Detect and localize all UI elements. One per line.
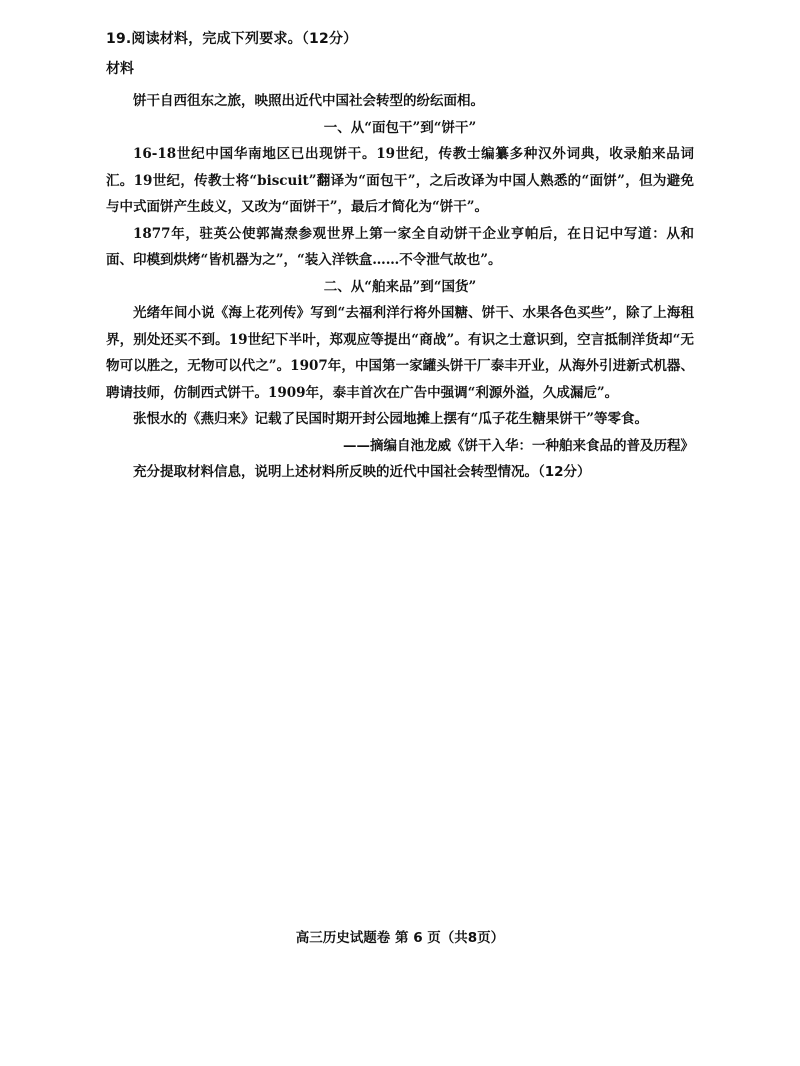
section-one-paragraph-1: 16-18世纪中国华南地区已出现饼干。19世纪，传教士编纂多种汉外词典，收录舶来品词汇。19世纪，传教士将“biscuit”翻译为“面包干”，之后改译为中国人熟悉的“面饼”，但为避免与中式面饼产生歧义，又改为“面饼干”，最后才简化为“饼干”。	[106, 146, 694, 215]
question-heading: 19.阅读材料，完成下列要求。（12分）	[106, 31, 358, 47]
page-footer: 高三历史试题卷 第 6 页（共8页）	[295, 930, 505, 946]
material-content	[106, 88, 694, 486]
section-one-title: 一、从“面包干”到“饼干”	[323, 119, 477, 136]
material-label: 材料	[106, 61, 134, 77]
section-two-title: 二、从“舶来品”到“国货”	[323, 278, 477, 295]
source-citation: ——摘编自池龙威《饼干入华：一种舶来食品的普及历程》	[343, 437, 694, 454]
material-intro: 饼干自西徂东之旅，映照出近代中国社会转型的纷纭面相。	[133, 93, 484, 109]
section-one-paragraph-2: 1877年，驻英公使郭嵩焘参观世界上第一家全自动饼干企业亨帕后，在日记中写道：从和面、印模到烘烤“皆机器为之”，“装入洋铁盒……不令泄气故也”。	[106, 225, 694, 268]
question-requirement: 充分提取材料信息，说明上述材料所反映的近代中国社会转型情况。（12分）	[133, 464, 591, 480]
section-two-paragraph-2: 张恨水的《燕归来》记载了民国时期开封公园地摊上摆有“瓜子花生糖果饼干”等零食。	[133, 411, 649, 427]
section-two-paragraph-1: 光绪年间小说《海上花列传》写到“去福利洋行将外国糖、饼干、水果各色买些”，除了上海租界，别处还买不到。19世纪下半叶，郑观应等提出“商战”。有识之士意识到，空言抵制洋货却“无物可以胜之，无物可以代之”。1907年，中国第一家罐头饼干厂泰丰开业，从海外引进新式机器、聘请技师，仿制西式饼干。1909年，泰丰首次在广告中强调“利源外溢，久成漏卮”。	[106, 305, 694, 401]
